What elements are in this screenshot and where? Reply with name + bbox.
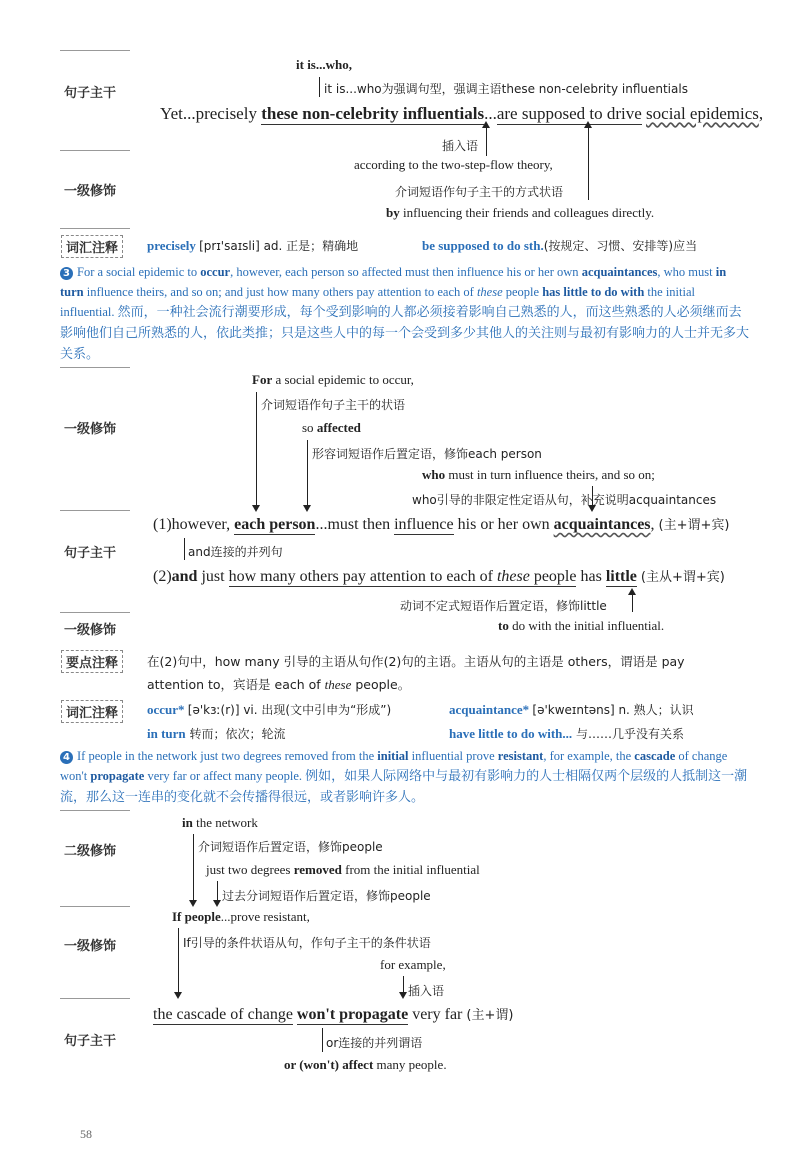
page-number: 58 <box>80 1127 92 1141</box>
analysis-in-network: in the network <box>182 815 258 830</box>
key-note-line1: 在(2)句中，how many 引导的主语从句作(2)句的主语。主语从句的主语是 others，谓语是 pay <box>147 654 685 669</box>
note-removed: 过去分词短语作后置定语，修饰people <box>222 889 431 903</box>
label-first-modifier: 一级修饰 <box>64 422 117 437</box>
note-in-network: 介词短语作后置定语，修饰people <box>198 840 383 854</box>
divider <box>60 50 130 51</box>
note-for: 介词短语作句子主干的状语 <box>261 398 406 412</box>
bracket-line <box>322 1028 323 1052</box>
line <box>486 124 487 156</box>
label-main-clause: 句子主干 <box>64 1034 117 1049</box>
line <box>307 440 308 510</box>
analysis-or-affect: or (won't) affect many people. <box>284 1057 447 1072</box>
arrow-down <box>252 505 260 512</box>
sentence-main-2a: (1)however, each person...must then influence his or her own acquaintances, (主+谓+宾) <box>153 516 730 533</box>
analysis-for-example: for example, <box>380 957 446 972</box>
arrow-down <box>189 900 197 907</box>
vocab-occur: occur* [ə'kɜː(r)] vi. 出现(文中引申为“形成”) <box>147 702 392 717</box>
sentence-main-1: Yet...precisely these non-celebrity influentials...are supposed to drive social epidemics, <box>160 104 764 123</box>
analysis-for: For a social epidemic to occur, <box>252 372 414 387</box>
note-it-is-who: it is...who为强调句型，强调主语these non-celebrity influentials <box>324 82 688 96</box>
note-who: who引导的非限定性定语从句，补充说明acquaintances <box>412 493 717 507</box>
note-parenthetical: 插入语 <box>442 139 479 153</box>
divider <box>60 510 130 511</box>
analysis-if: If people...prove resistant, <box>172 909 310 924</box>
line <box>256 392 257 510</box>
label-key-point: 要点注释 <box>61 650 123 673</box>
note-or: or连接的并列谓语 <box>326 1036 423 1050</box>
analysis-removed: just two degrees removed from the initial influential <box>206 862 480 877</box>
analysis-by: by influencing their friends and colleagues directly. <box>386 205 655 220</box>
divider <box>60 906 130 907</box>
label-vocab: 词汇注释 <box>61 700 123 723</box>
analysis-who: who must in turn influence theirs, and so on; <box>422 467 655 482</box>
note-by: 介词短语作句子主干的方式状语 <box>395 185 564 199</box>
sentence-main-2b: (2)and just how many others pay attention to each of these people has little (主从+谓+宾) <box>153 568 725 585</box>
divider <box>60 228 130 229</box>
note-parenthetical: 插入语 <box>408 984 445 998</box>
arrow-up <box>628 588 636 595</box>
sentence-main-3: the cascade of change won't propagate very far (主+谓) <box>153 1006 514 1023</box>
arrow-down <box>174 992 182 999</box>
divider <box>60 810 130 811</box>
divider <box>60 367 130 368</box>
paragraph-3: 3 For a social epidemic to occur, however, each person so affected must then influence his or her own acquaintances, who must in turn influence theirs, and so on; and just how many others pay attention to each of these people has little to do with the initial influential. 然而，一种社会流行潮要形成，每个受到影响的人都必须接着影响自己熟悉的人，而这些熟悉的人必须继而去影响他们自己所熟悉的人，依此类推；只是这些人中的每一个会受到多少其他人的关注则与最初有影响力的人士并无多大关系。 <box>60 265 750 362</box>
arrow-down <box>213 900 221 907</box>
divider <box>60 150 130 151</box>
note-affected: 形容词短语作后置定语，修饰each person <box>312 447 542 461</box>
vocab-have-little: have little to do with... 与……几乎没有关系 <box>449 726 684 741</box>
label-second-modifier: 二级修饰 <box>64 844 117 859</box>
label-first-modifier: 一级修饰 <box>64 623 117 638</box>
line <box>588 124 589 200</box>
analysis-affected: so affected <box>302 420 361 435</box>
label-main-clause: 句子主干 <box>64 546 117 561</box>
divider <box>60 612 130 613</box>
note-infinitive: 动词不定式短语作后置定语，修饰little <box>400 599 607 613</box>
arrow-up <box>584 121 592 128</box>
label-first-modifier: 一级修饰 <box>64 939 117 954</box>
vocab-in-turn: in turn 转而；依次；轮流 <box>147 726 286 741</box>
label-main-clause: 句子主干 <box>64 86 117 101</box>
line <box>178 928 179 996</box>
arrow-down <box>399 992 407 999</box>
bracket-line <box>319 77 320 97</box>
bracket-line <box>184 538 185 560</box>
key-note-line2: attention to，宾语是 each of these people。 <box>147 677 411 692</box>
analysis-it-is-who: it is...who, <box>296 57 352 72</box>
paragraph-4: 4 If people in the network just two degrees removed from the initial influential prove resistant, for example, the cascade of change won't propagate very far or affect many people. 例如，如果人际网络中与最初有影响力的人士相隔仅两个层级的人抵制这一潮流，那么这一连串的变化就不会传播得很远，或者影响许多人。 <box>60 749 748 805</box>
divider <box>60 998 130 999</box>
line <box>193 834 194 904</box>
label-first-modifier: 一级修饰 <box>64 184 117 199</box>
vocab-supposed: be supposed to do sth.(按规定、习惯、安排等)应当 <box>422 238 698 253</box>
analysis-according: according to the two-step-flow theory, <box>354 157 553 172</box>
arrow-down <box>303 505 311 512</box>
arrow-up <box>482 121 490 128</box>
label-vocab: 词汇注释 <box>61 235 123 258</box>
vocab-precisely: precisely [prɪ'saɪsli] ad. 正是；精确地 <box>147 238 359 253</box>
note-if: If引导的条件状语从句，作句子主干的条件状语 <box>183 936 431 950</box>
vocab-acquaintance: acquaintance* [ə'kweɪntəns] n. 熟人；认识 <box>449 702 694 717</box>
analysis-to: to do with the initial influential. <box>498 618 665 633</box>
note-and: and连接的并列句 <box>188 545 283 559</box>
